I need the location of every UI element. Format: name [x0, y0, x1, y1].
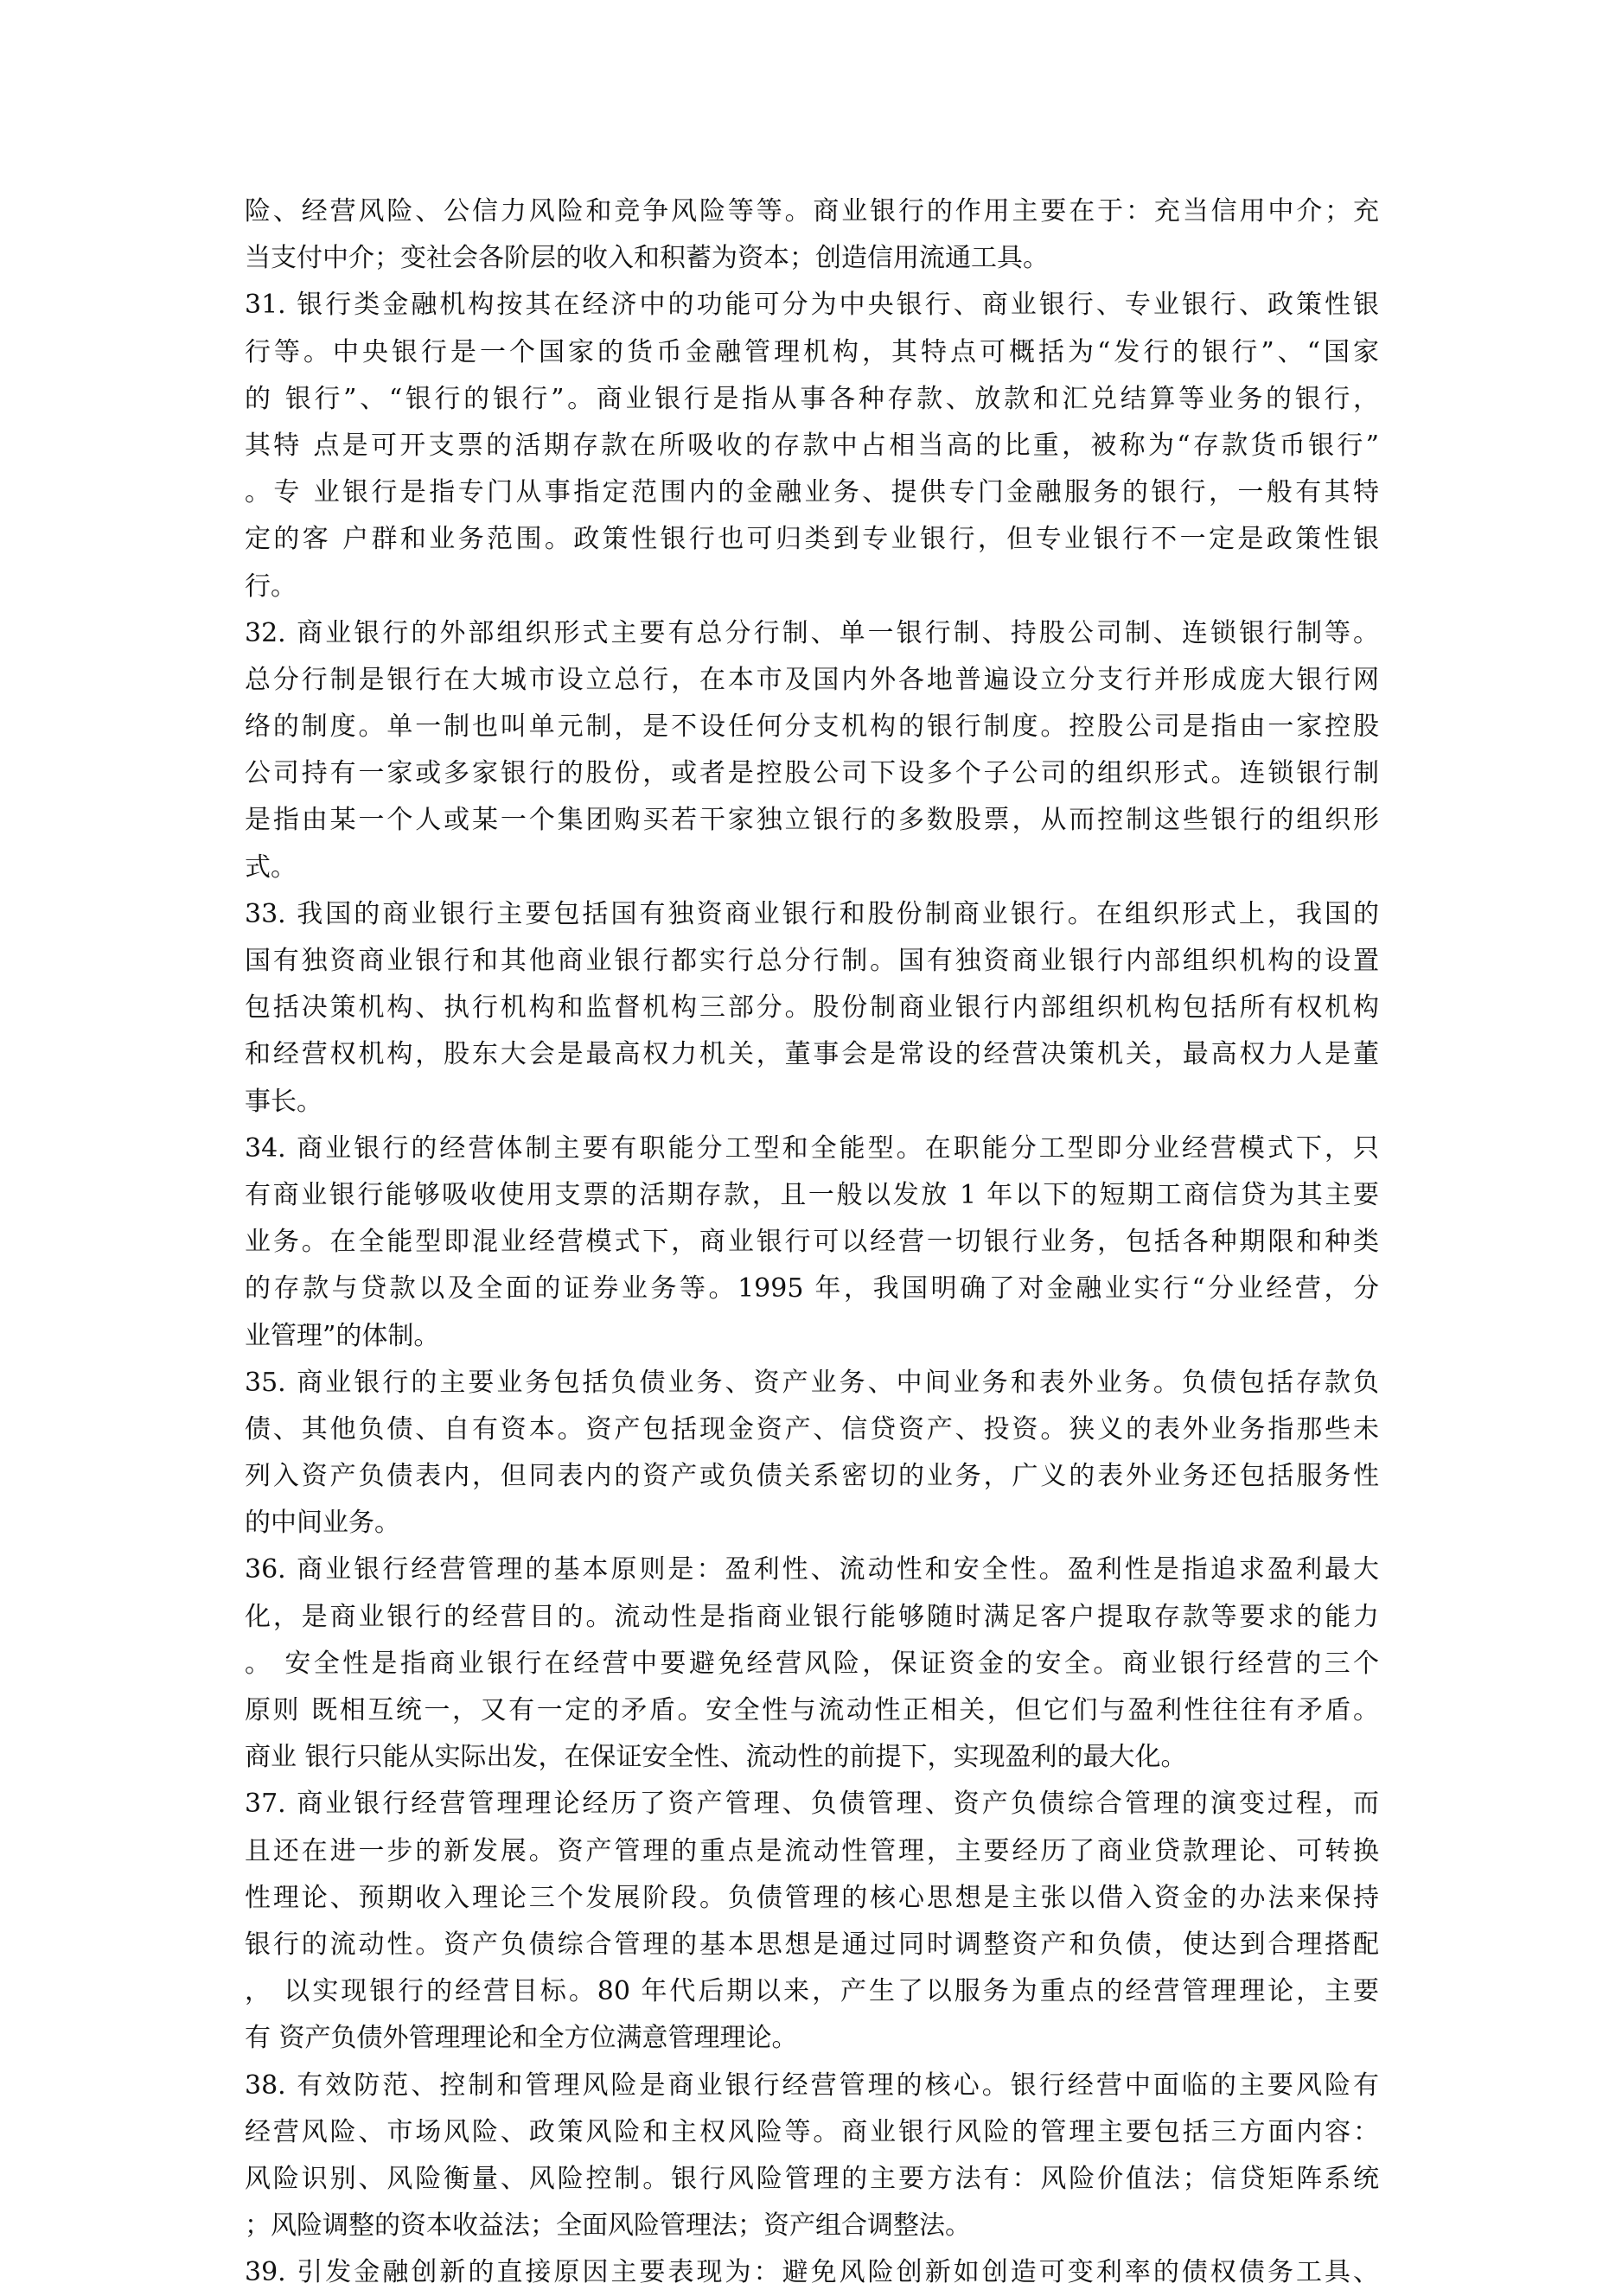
text-line: 风险识别、风险衡量、风险控制。银行风险管理的主要方法有：风险价值法；信贷矩阵系统: [245, 2163, 1379, 2194]
text-line: 业管理”的体制。: [245, 1320, 440, 1351]
text-line: 其特 点是可开支票的活期存款在所吸收的存款中占相当高的比重，被称为“存款货币银行”: [245, 430, 1379, 461]
text-line: 39. 引发金融创新的直接原因主要表现为：避免风险创新如创造可变利率的债权债务工具、: [245, 2257, 1379, 2288]
text-line: 商业 银行只能从实际出发，在保证安全性、流动性的前提下，实现盈利的最大化。: [245, 1742, 1187, 1773]
text-line: ， 以实现银行的经营目标。80 年代后期以来，产生了以服务为重点的经营管理理论，主要: [245, 1976, 1379, 2007]
text-line: ；风险调整的资本收益法；全面风险管理法；资产组合调整法。: [245, 2210, 971, 2242]
text-line: 经营风险、市场风险、政策风险和主权风险等。商业银行风险的管理主要包括三方面内容：: [245, 2116, 1379, 2147]
text-line: 银行的流动性。资产负债综合管理的基本思想是通过同时调整资产和负债，使达到合理搭配: [245, 1929, 1379, 1960]
text-line: 性理论、预期收入理论三个发展阶段。负债管理的核心思想是主张以借入资金的办法来保持: [245, 1882, 1379, 1913]
text-line: 有 资产负债外管理理论和全方位满意管理理论。: [245, 2023, 798, 2054]
text-line: 行等。中央银行是一个国家的货币金融管理机构，其特点可概括为“发行的银行”、“国家: [245, 336, 1379, 367]
text-line: 的 银行”、“银行的银行”。商业银行是指从事各种存款、放款和汇兑结算等业务的银行，: [245, 383, 1379, 414]
text-line: 32. 商业银行的外部组织形式主要有总分行制、单一银行制、持股公司制、连锁银行制等。: [245, 617, 1379, 648]
text-line: 。专 业银行是指专门从事指定范围内的金融业务、提供专门金融服务的银行，一般有其特: [245, 477, 1379, 508]
text-line: 。 安全性是指商业银行在经营中要避免经营风险，保证资金的安全。商业银行经营的三个: [245, 1648, 1379, 1679]
text-line: 37. 商业银行经营管理理论经历了资产管理、负债管理、资产负债综合管理的演变过程，而: [245, 1789, 1379, 1820]
text-line: 38. 有效防范、控制和管理风险是商业银行经营管理的核心。银行经营中面临的主要风险有: [245, 2070, 1379, 2101]
text-line: 且还在进一步的新发展。资产管理的重点是流动性管理，主要经历了商业贷款理论、可转换: [245, 1835, 1379, 1866]
text-line: 定的客 户群和业务范围。政策性银行也可归类到专业银行，但专业银行不一定是政策性银: [245, 524, 1379, 555]
text-line: 化，是商业银行的经营目的。流动性是指商业银行能够随时满足客户提取存款等要求的能力: [245, 1601, 1379, 1632]
text-line: 公司持有一家或多家银行的股份，或者是控股公司下设多个子公司的组织形式。连锁银行制: [245, 758, 1379, 789]
text-line: 和经营权机构，股东大会是最高权力机关，董事会是常设的经营决策机关，最高权力人是董: [245, 1039, 1379, 1070]
document-page: [245, 188, 1379, 2296]
text-line: 业务。在全能型即混业经营模式下，商业银行可以经营一切银行业务，包括各种期限和种类: [245, 1227, 1379, 1258]
text-line: 有商业银行能够吸收使用支票的活期存款，且一般以发放 1 年以下的短期工商信贷为其主要: [245, 1179, 1379, 1210]
text-line: 36. 商业银行经营管理的基本原则是：盈利性、流动性和安全性。盈利性是指追求盈利最大: [245, 1554, 1379, 1585]
text-line: 国有独资商业银行和其他商业银行都实行总分行制。国有独资商业银行内部组织机构的设置: [245, 946, 1379, 976]
text-line: 34. 商业银行的经营体制主要有职能分工型和全能型。在职能分工型即分业经营模式下，只: [245, 1132, 1379, 1164]
text-line: 的中间业务。: [245, 1508, 400, 1539]
text-line: 事长。: [245, 1086, 322, 1117]
text-line: 列入资产负债表内，但同表内的资产或负债关系密切的业务，广义的表外业务还包括服务性: [245, 1461, 1379, 1492]
text-line: 式。: [245, 851, 297, 883]
text-line: 33. 我国的商业银行主要包括国有独资商业银行和股份制商业银行。在组织形式上，我国的: [245, 898, 1379, 929]
text-line: 络的制度。单一制也叫单元制，是不设任何分支机构的银行制度。控股公司是指由一家控股: [245, 711, 1379, 743]
text-line: 是指由某一个人或某一个集团购买若干家独立银行的多数股票，从而控制这些银行的组织形: [245, 805, 1379, 836]
text-line: 35. 商业银行的主要业务包括负债业务、资产业务、中间业务和表外业务。负债包括存款负: [245, 1367, 1379, 1398]
text-line: 债、其他负债、自有资本。资产包括现金资产、信贷资产、投资。狭义的表外业务指那些未: [245, 1413, 1379, 1445]
text-line: 包括决策机构、执行机构和监督机构三部分。股份制商业银行内部组织机构包括所有权机构: [245, 992, 1379, 1024]
text-line: 行。: [245, 571, 297, 602]
text-line: 险、经营风险、公信力风险和竞争风险等等。商业银行的作用主要在于：充当信用中介；充: [245, 196, 1379, 226]
text-line: 总分行制是银行在大城市设立总行，在本市及国内外各地普遍设立分支行并形成庞大银行网: [245, 664, 1379, 695]
text-line: 原则 既相互统一，又有一定的矛盾。安全性与流动性正相关，但它们与盈利性往往有矛盾。: [245, 1695, 1379, 1725]
text-line: 31. 银行类金融机构按其在经济中的功能可分为中央银行、商业银行、专业银行、政策性银: [245, 290, 1379, 321]
text-line: 的存款与贷款以及全面的证券业务等。1995 年，我国明确了对金融业实行“分业经营，分: [245, 1273, 1379, 1304]
text-line: 当支付中介；变社会各阶层的收入和积蓄为资本；创造信用流通工具。: [245, 243, 1049, 274]
